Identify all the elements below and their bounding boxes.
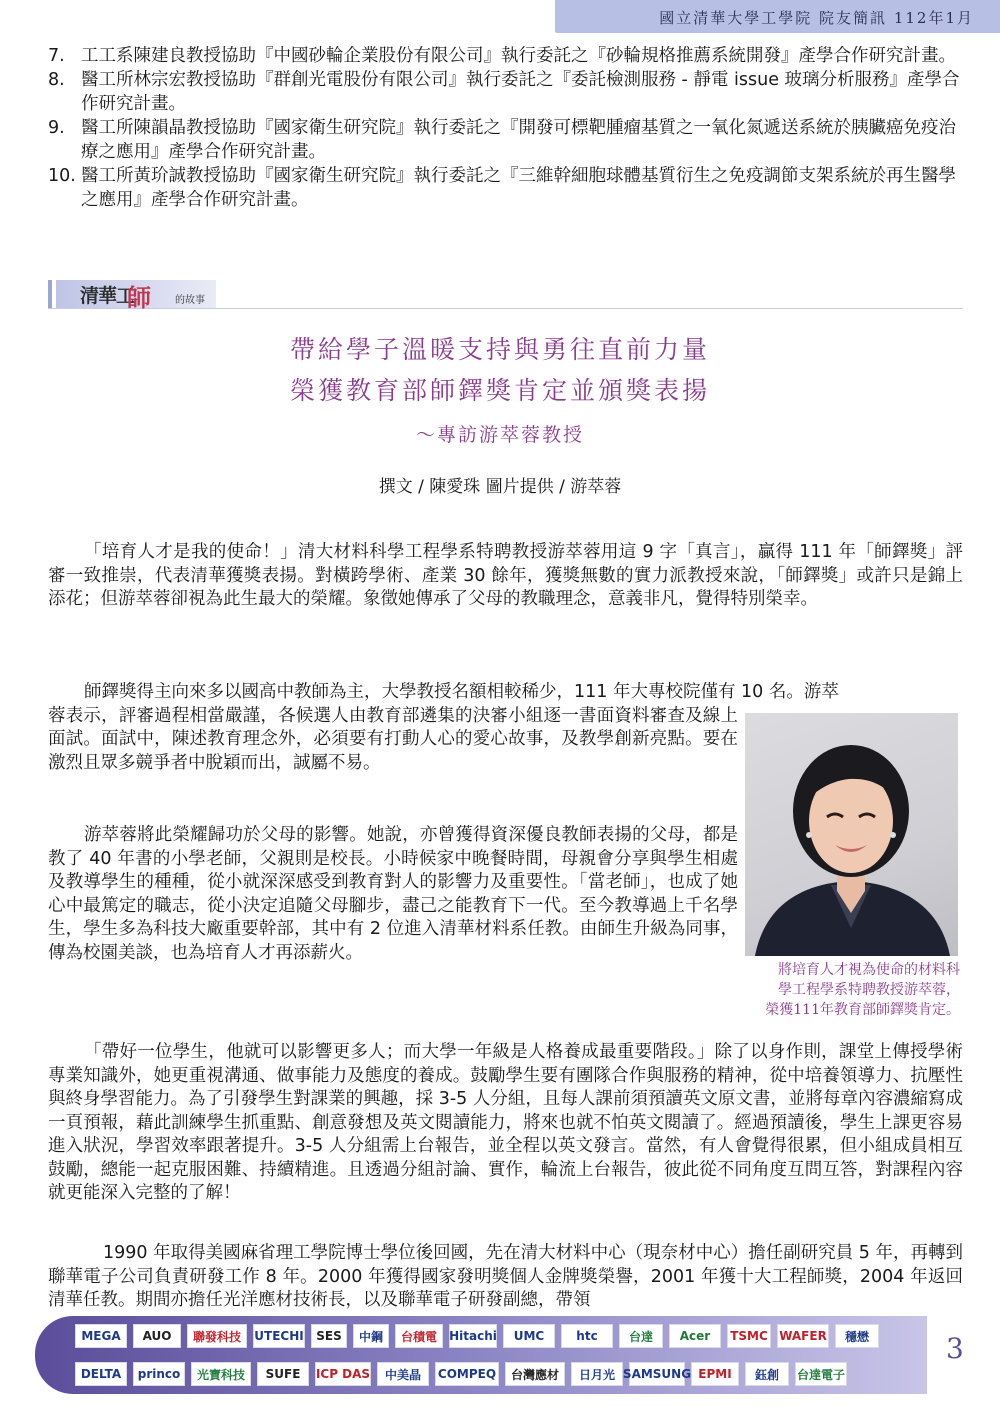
- list-text: 醫工所黃玠誠教授協助『國家衛生研究院』執行委託之『三維幹細胞球體基質衍生之免疫調節支架系統於再生醫學之應用』產學合作研究計畫。: [81, 166, 956, 210]
- paragraph-5: 1990 年取得美國麻省理工學院博士學位後回國，先在清大材料中心（現奈材中心）擔任副研究員 5 年，再轉到聯華電子公司負責研發工作 8 年。2000 年獲得國家發明獎個人金牌獎榮譽，2001 年獲十大工程師獎，2004 年返回清華任教。期間亦擔任光洋應材技術長，以及聯華電子研發副總，帶領: [48, 1243, 963, 1310]
- list-item: [48, 164, 963, 212]
- article-title-line2: 榮獲教育部師鐸獎肯定並頒獎表揚: [289, 376, 710, 405]
- sponsor-logo: 中美晶: [377, 1362, 429, 1386]
- sponsor-logo: 穩懋: [835, 1324, 879, 1348]
- photo-caption: [720, 960, 960, 1020]
- sponsor-logo: 日月光: [571, 1362, 623, 1386]
- sponsor-logo: EPMI: [691, 1362, 739, 1386]
- article-title-line1: 帶給學子溫暖支持與勇往直前力量: [289, 335, 710, 364]
- sponsor-logo: SAMSUNG: [629, 1362, 685, 1386]
- paragraph-1: 「培育人才是我的使命！」清大材料科學工程學系特聘教授游萃蓉用這 9 字「真言」，贏得 111 年「師鐸獎」評審一致推崇，代表清華獲獎表揚。對橫跨學術、產業 30 餘年，獲獎無數的實力派教授來說，「師鐸獎」或許只是錦上添花；但游萃蓉卻視為此生最大的榮耀。象徵她傳承了父母的教職理念，意義非凡，覺得特別榮幸。: [48, 542, 963, 609]
- sponsor-logo: SUFE: [257, 1362, 309, 1386]
- page-number: 3: [946, 1332, 964, 1365]
- section-tag-part2: 師: [127, 283, 151, 312]
- sponsor-footer: [35, 1316, 927, 1394]
- project-list: [48, 44, 963, 212]
- sponsor-logo: DELTA: [75, 1362, 127, 1386]
- sponsor-logo: 台灣應材: [505, 1362, 565, 1386]
- header-bar: [555, 0, 1000, 33]
- sponsor-logo: 聯發科技: [187, 1324, 247, 1348]
- sponsor-logo: COMPEQ: [435, 1362, 499, 1386]
- list-number: 9.: [48, 118, 65, 138]
- sponsor-logos: [75, 1316, 921, 1386]
- paragraph-4: 「帶好一位學生，他就可以影響更多人；而大學一年級是人格養成最重要階段。」除了以身作則，課堂上傳授學術專業知識外，她更重視溝通、做事能力及態度的養成。鼓勵學生要有團隊合作與服務的精神，從中培養領導力、抗壓性與終身學習能力。為了引發學生對課業的興趣，採 3-5 人分組，且每人課前須預讀英文原文書，並將每章內容濃縮寫成一頁預報，藉此訓練學生抓重點、創意發想及英文閱讀能力，將來也就不怕英文閱讀了。經過預讀後，學生上課更容易進入狀況，學習效率跟著提升。3-5 人分組需上台報告，並全程以英文發言。當然，有人會覺得很累，但小組成員相互鼓勵，總能一起克服困難、持續精進。且透過分組討論、實作，輪流上台報告，彼此從不同角度互問互答，對課程內容就更能深入完整的了解！: [48, 1042, 963, 1203]
- list-item: [48, 68, 963, 116]
- sponsor-row-2: [75, 1362, 921, 1386]
- portrait-illustration: [745, 713, 958, 956]
- sponsor-logo: Acer: [669, 1324, 721, 1348]
- sponsor-logo: htc: [561, 1324, 613, 1348]
- sponsor-logo: MEGA: [75, 1324, 127, 1348]
- list-number: 8.: [48, 70, 65, 90]
- sponsor-logo: 台達: [619, 1324, 663, 1348]
- sponsor-logo: princo: [133, 1362, 185, 1386]
- article-byline: 撰文 / 陳愛珠 圖片提供 / 游萃蓉: [378, 477, 622, 497]
- article-subtitle: ～專訪游萃蓉教授: [415, 424, 584, 446]
- list-item: [48, 116, 963, 164]
- sponsor-logo: 台積電: [395, 1324, 443, 1348]
- sponsor-logo: Hitachi: [449, 1324, 497, 1348]
- caption-line: 學工程學系特聘教授游萃蓉，: [778, 982, 960, 998]
- sponsor-logo: UTECHI: [253, 1324, 305, 1348]
- paragraph-2-rest: 蓉表示，評審過程相當嚴謹，各候選人由教育部遴集的決審小組逐一書面資料審查及線上面試。面試中，陳述教育理念外，必須要有打動人心的愛心故事，及教學創新亮點。要在激烈且眾多競爭者中脫穎而出，誠屬不易。: [48, 705, 738, 773]
- sponsor-logo: 光寶科技: [191, 1362, 251, 1386]
- sponsor-logo: 台達電子: [795, 1362, 847, 1386]
- sponsor-logo: TSMC: [727, 1324, 771, 1348]
- sponsor-logo: UMC: [503, 1324, 555, 1348]
- section-tag-part3: 的故事: [175, 295, 205, 306]
- sponsor-logo: ICP DAS: [315, 1362, 371, 1386]
- list-text: 醫工所陳韻晶教授協助『國家衛生研究院』執行委託之『開發可標靶腫瘤基質之一氧化氮遞送系統於胰臟癌免疫治療之應用』產學合作研究計畫。: [81, 118, 956, 162]
- sponsor-logo: WAFER: [777, 1324, 829, 1348]
- list-number: 10.: [48, 166, 76, 186]
- portrait-photo: [745, 713, 958, 956]
- section-tag-part1: 清華工: [80, 285, 135, 307]
- sponsor-row-1: [75, 1324, 921, 1348]
- section-tag: [48, 280, 216, 312]
- list-text: 醫工所林宗宏教授協助『群創光電股份有限公司』執行委託之『委託檢測服務 - 靜電 issue 玻璃分析服務』產學合作研究計畫。: [81, 70, 960, 114]
- section-divider: [48, 308, 963, 309]
- paragraph-2-line1: 師鐸獎得主向來多以國高中教師為主，大學教授名額相較稀少，111 年大專校院僅有 10 名。游萃: [84, 682, 839, 702]
- sponsor-logo: 鈺創: [745, 1362, 789, 1386]
- caption-line: 將培育人才視為使命的材料科: [778, 962, 960, 978]
- paragraph-3: 游萃蓉將此榮耀歸功於父母的影響。她說，亦曾獲得資深優良教師表揚的父母，都是教了 40 年書的小學老師，父親則是校長。小時候家中晚餐時間，母親會分享與學生相處及教導學生的種種，從小就深深感受到教育對人的影響力及重要性。「當老師」，也成了她心中最篤定的職志，從小決定追隨父母腳步，盡己之能教育下一代。至今教導過上千名學生，學生多為科技大廠重要幹部，其中有 2 位進入清華材料系任教。由師生升級為同事，傳為校園美談，也為培育人才再添薪火。: [48, 825, 738, 963]
- list-item: [48, 44, 963, 68]
- list-number: 7.: [48, 46, 65, 66]
- list-text: 工工系陳建良教授協助『中國砂輪企業股份有限公司』執行委託之『砂輪規格推薦系統開發』產學合作研究計畫。: [81, 46, 956, 66]
- header-title: 國立清華大學工學院 院友簡訊 112年1月: [659, 9, 974, 27]
- sponsor-logo: AUO: [133, 1324, 181, 1348]
- caption-line: 榮獲111年教育部師鐸獎肯定。: [765, 1002, 960, 1018]
- sponsor-logo: 中鋼: [353, 1324, 389, 1348]
- sponsor-logo: SES: [311, 1324, 347, 1348]
